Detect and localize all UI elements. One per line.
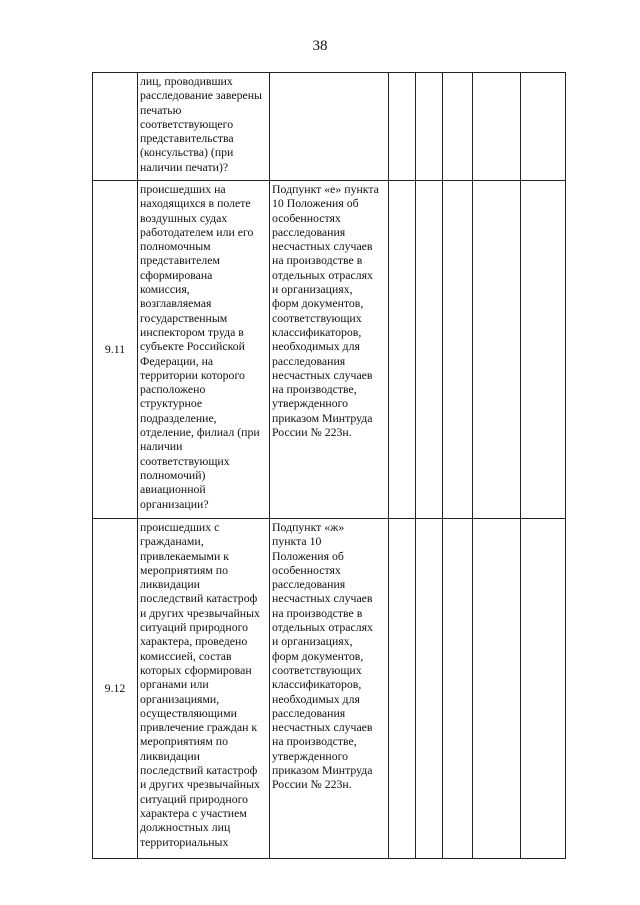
reference-line: приказом Минтруда — [272, 410, 373, 425]
question-line: полномочным — [140, 239, 211, 254]
question-line: соответствующих — [140, 453, 230, 468]
question-line: инспектором труда в — [140, 324, 244, 339]
reference-line: отдельных отраслях — [272, 620, 373, 635]
table-row — [93, 73, 566, 181]
question-line: представителем — [140, 253, 220, 268]
reference-line: несчастных случаев — [272, 720, 373, 735]
question-line: ликвидации — [140, 748, 200, 763]
answer-cell[interactable] — [389, 73, 416, 181]
question-line: (консульства) (при — [140, 145, 234, 160]
reference-line: и организациях, — [272, 634, 353, 649]
reference-cell — [270, 519, 389, 859]
reference-line: на производстве, — [272, 734, 357, 749]
question-line: подразделение, — [140, 410, 217, 425]
question-line: организации? — [140, 496, 209, 511]
reference-line: приказом Минтруда — [272, 763, 373, 778]
question-line: авиационной — [140, 482, 206, 497]
answer-cell[interactable] — [416, 519, 443, 859]
question-line: организациями, — [140, 691, 220, 706]
reference-line: несчастных случаев — [272, 239, 373, 254]
reference-line: пункта 10 — [272, 534, 322, 549]
answer-cell[interactable] — [473, 519, 521, 859]
table-row — [93, 519, 566, 859]
reference-line: и организациях, — [272, 282, 353, 297]
reference-line: необходимых для — [272, 339, 360, 354]
question-line: последствий катастроф — [140, 591, 258, 606]
question-line: привлечение граждан к — [140, 720, 258, 735]
reference-line: соответствующих — [272, 310, 362, 325]
question-line: территориальных — [140, 834, 229, 849]
question-line: структурное — [140, 396, 203, 411]
reference-line: отдельных отраслях — [272, 267, 373, 282]
question-cell — [138, 73, 270, 181]
question-line: гражданами, — [140, 534, 204, 549]
question-line: мероприятиям по — [140, 734, 228, 749]
question-line: субъекте Российской — [140, 339, 245, 354]
reference-line: классификаторов, — [272, 677, 362, 692]
question-line: расследование заверены — [140, 88, 262, 103]
question-line: соответствующего — [140, 116, 234, 131]
question-line: привлекаемыми к — [140, 548, 229, 563]
question-line: возглавляемая — [140, 296, 212, 311]
question-line: органами или — [140, 677, 209, 692]
answer-cell[interactable] — [473, 181, 521, 519]
question-line: представительства — [140, 131, 234, 146]
reference-line: 10 Положения об — [272, 196, 359, 211]
answer-cell[interactable] — [416, 73, 443, 181]
answer-cell[interactable] — [473, 73, 521, 181]
answer-cell[interactable] — [443, 181, 473, 519]
reference-line: необходимых для — [272, 691, 360, 706]
question-line: полномочий) — [140, 467, 206, 482]
question-line: воздушных судах — [140, 210, 228, 225]
reference-line: Подпункт «е» пункта — [272, 182, 379, 196]
reference-line: Положения об — [272, 548, 344, 563]
answer-cell[interactable] — [443, 73, 473, 181]
reference-line: несчастных случаев — [272, 591, 373, 606]
question-cell — [138, 181, 270, 519]
answer-cell[interactable] — [521, 519, 566, 859]
question-line: сформирована — [140, 267, 213, 282]
table-row — [93, 181, 566, 519]
reference-cell — [270, 181, 389, 519]
question-line: которых сформирован — [140, 662, 252, 677]
reference-line: на производстве в — [272, 253, 363, 268]
reference-line: утвержденного — [272, 396, 349, 411]
reference-line: классификаторов, — [272, 324, 362, 339]
reference-line: Подпункт «ж» — [272, 520, 345, 534]
page-number: 38 — [312, 38, 328, 54]
reference-line: особенностях — [272, 562, 341, 577]
reference-line: на производстве, — [272, 382, 357, 397]
question-line: территории которого — [140, 367, 245, 382]
question-line: наличии печати)? — [140, 159, 229, 174]
reference-line: расследования — [272, 577, 346, 592]
question-line: печатью — [140, 102, 182, 117]
answer-cell[interactable] — [389, 181, 416, 519]
question-line: комиссией, состав — [140, 648, 232, 663]
question-line: характера с участием — [140, 805, 247, 820]
reference-line: России № 223н. — [272, 777, 352, 792]
question-line: комиссия, — [140, 282, 190, 297]
reference-line: России № 223н. — [272, 425, 352, 440]
question-line: ситуаций природного — [140, 620, 249, 635]
question-line: Федерации, на — [140, 353, 214, 368]
reference-line: на производстве в — [272, 605, 363, 620]
question-line: находящихся в полете — [140, 196, 251, 211]
reference-line: несчастных случаев — [272, 367, 373, 382]
reference-line: особенностях — [272, 210, 341, 225]
question-line: отделение, филиал (при — [140, 425, 260, 440]
question-line: наличии — [140, 439, 183, 454]
question-line: осуществляющими — [140, 705, 237, 720]
reference-line: форм документов, — [272, 648, 364, 663]
question-line: и других чрезвычайных — [140, 777, 260, 792]
item-number — [93, 73, 138, 181]
question-line: лиц, проводивших — [140, 74, 233, 88]
question-line: ситуаций природного — [140, 791, 249, 806]
answer-cell[interactable] — [416, 181, 443, 519]
item-number: 9.11 — [93, 181, 138, 519]
question-line: характера, проведено — [140, 634, 248, 649]
question-line: ликвидации — [140, 577, 200, 592]
question-line: и других чрезвычайных — [140, 605, 260, 620]
reference-line: утвержденного — [272, 748, 349, 763]
reference-line: расследования — [272, 705, 346, 720]
question-line: происшедших на — [140, 182, 226, 196]
question-line: расположено — [140, 382, 206, 397]
answer-cell[interactable] — [521, 73, 566, 181]
question-line: работодателем или его — [140, 224, 254, 239]
question-cell — [138, 519, 270, 859]
item-number: 9.12 — [93, 519, 138, 859]
reference-cell — [270, 73, 389, 181]
question-line: происшедших с — [140, 520, 220, 534]
answer-cell[interactable] — [521, 181, 566, 519]
reference-line: расследования — [272, 224, 346, 239]
question-line: должностных лиц — [140, 820, 231, 835]
answer-cell[interactable] — [443, 519, 473, 859]
answer-cell[interactable] — [389, 519, 416, 859]
question-line: государственным — [140, 310, 228, 325]
reference-line: форм документов, — [272, 296, 364, 311]
reference-line: соответствующих — [272, 662, 362, 677]
question-line: последствий катастроф — [140, 763, 258, 778]
reference-line: расследования — [272, 353, 346, 368]
question-line: мероприятиям по — [140, 562, 228, 577]
checklist-table — [92, 72, 566, 859]
